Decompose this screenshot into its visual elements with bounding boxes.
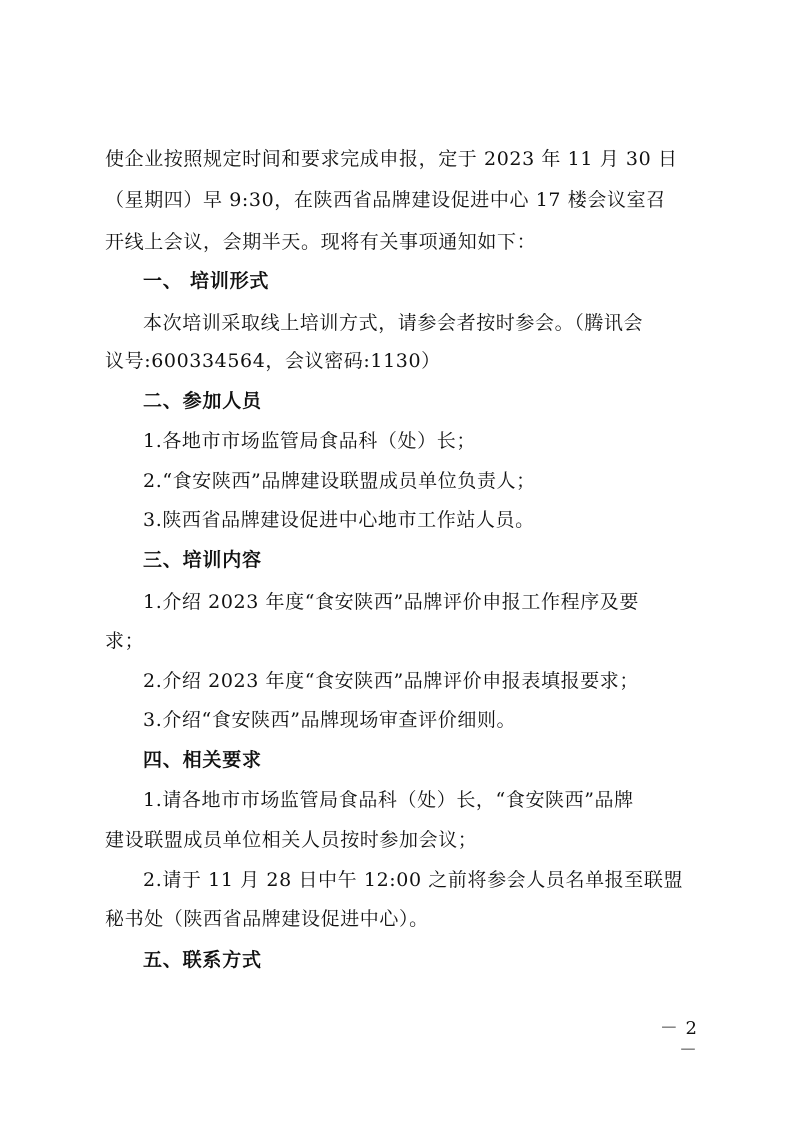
list-item: 1.各地市市场监管局食品科（处）长； [143, 430, 476, 452]
body-text-line: 本次培训采取线上培训方式，请参会者按时参会。（腾讯会 [143, 312, 644, 334]
body-text-line: （星期四）早 9:30，在陕西省品牌建设促进中心 17 楼会议室召 [105, 189, 666, 211]
list-item: 2.介绍 2023 年度“食安陕西”品牌评价申报表填报要求； [143, 670, 639, 692]
list-item-continuation: 求； [105, 630, 145, 652]
list-item: 3.介绍“食安陕西”品牌现场审查评价细则。 [143, 709, 517, 731]
body-text-line: 议号:600334564，会议密码:1130） [105, 350, 441, 372]
list-item: 2.“食安陕西”品牌建设联盟成员单位负责人； [143, 470, 536, 492]
list-item: 1.请各地市市场监管局食品科（处）长，“食安陕西”品牌 [143, 789, 634, 811]
section-heading-training-content: 三、培训内容 [143, 549, 262, 571]
section-heading-training-format: 一、 培训形式 [143, 270, 270, 292]
section-heading-participants: 二、参加人员 [143, 390, 262, 412]
list-item-continuation: 秘书处（陕西省品牌建设促进中心）。 [105, 908, 429, 930]
list-item-continuation: 建设联盟成员单位相关人员按时参加会议； [105, 829, 478, 851]
list-item: 2.请于 11 月 28 日中午 12:00 之前将参会人员名单报至联盟 [143, 869, 684, 891]
list-item: 3.陕西省品牌建设促进中心地市工作站人员。 [143, 509, 535, 531]
section-heading-contact: 五、联系方式 [143, 949, 262, 971]
list-item: 1.介绍 2023 年度“食安陕西”品牌评价申报工作程序及要 [143, 591, 639, 613]
page-number: － 2 － [659, 1018, 698, 1061]
body-text-line: 使企业按照规定时间和要求完成申报，定于 2023 年 11 月 30 日 [105, 148, 678, 170]
body-text-line: 开线上会议，会期半天。现将有关事项通知如下： [105, 231, 537, 253]
section-heading-requirements: 四、相关要求 [143, 749, 262, 771]
